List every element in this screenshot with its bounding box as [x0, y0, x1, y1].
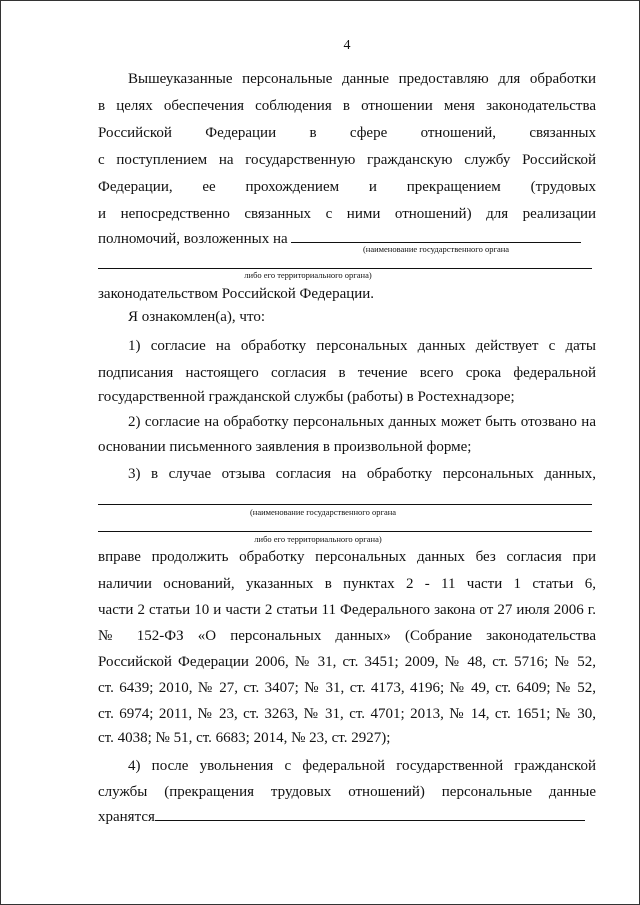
fill-in-line[interactable]	[155, 806, 585, 821]
text-line: законодательством Российской Федерации.	[98, 286, 375, 302]
text-line: хранятся	[98, 806, 596, 826]
text-line: службы (прекращения трудовых отношений) персональные данные	[98, 784, 596, 800]
fill-in-line[interactable]	[98, 531, 592, 532]
text-line: наличии оснований, указанных в пунктах 2 - 11 части 1 статьи 6,	[98, 576, 596, 592]
field-caption: (наименование государственного органа	[362, 244, 510, 254]
text-line: полномочий, возложенных на	[98, 228, 596, 248]
text-line: вправе продолжить обработку персональных данных без согласия при	[98, 549, 596, 565]
text-line: части 2 статьи 10 и части 2 статьи 11 Федерального закона от 27 июля 2006 г.	[98, 602, 596, 618]
text-line: подписания настоящего согласия в течение всего срока федеральной	[98, 365, 596, 381]
text-line: основании письменного заявления в произвольной форме;	[98, 439, 472, 455]
text-line: № 152-ФЗ «О персональных данных» (Собрание законодательства	[98, 628, 596, 644]
field-caption: либо его территориального органа)	[244, 270, 372, 280]
text-line: Российской Федерации 2006, № 31, ст. 3451; 2009, № 48, ст. 5716; № 52,	[98, 654, 596, 670]
text-line: и непосредственно связанных с ними отношений) для реализации	[98, 206, 596, 222]
page-number: 4	[343, 38, 351, 53]
text-line: 4) после увольнения с федеральной государственной гражданской	[128, 758, 596, 774]
text-line: ст. 6439; 2010, № 27, ст. 3407; № 31, ст. 4173, 4196; № 49, ст. 6409; № 52,	[98, 680, 596, 696]
text-line: ст. 4038; № 51, ст. 6683; 2014, № 23, ст. 2927);	[98, 730, 391, 746]
fill-in-line[interactable]	[291, 228, 581, 243]
text-line: с поступлением на государственную гражданскую службу Российской	[98, 152, 596, 168]
fill-in-line[interactable]	[98, 504, 592, 505]
text-line: 1) согласие на обработку персональных данных действует с даты	[128, 338, 596, 354]
field-caption: либо его территориального органа)	[254, 534, 382, 544]
text-line: Я ознакомлен(а), что:	[128, 309, 265, 325]
text-line: 2) согласие на обработку персональных данных может быть отозвано на	[128, 414, 596, 430]
text-line: Федерации, ее прохождением и прекращением (трудовых	[98, 179, 596, 195]
text-line: в целях обеспечения соблюдения в отношении меня законодательства	[98, 98, 596, 114]
text-line: Российской Федерации в сфере отношений, связанных	[98, 125, 596, 141]
fill-in-line[interactable]	[98, 268, 592, 269]
text-line: государственной гражданской службы (работы) в Ростехнадзоре;	[98, 389, 515, 405]
text-line: ст. 6974; 2011, № 23, ст. 3263, № 31, ст. 4701; 2013, № 14, ст. 1651; № 30,	[98, 706, 596, 722]
text-line: Вышеуказанные персональные данные предоставляю для обработки	[128, 71, 596, 87]
field-caption: (наименование государственного органа	[249, 507, 397, 517]
text-line: 3) в случае отзыва согласия на обработку персональных данных,	[128, 466, 596, 482]
